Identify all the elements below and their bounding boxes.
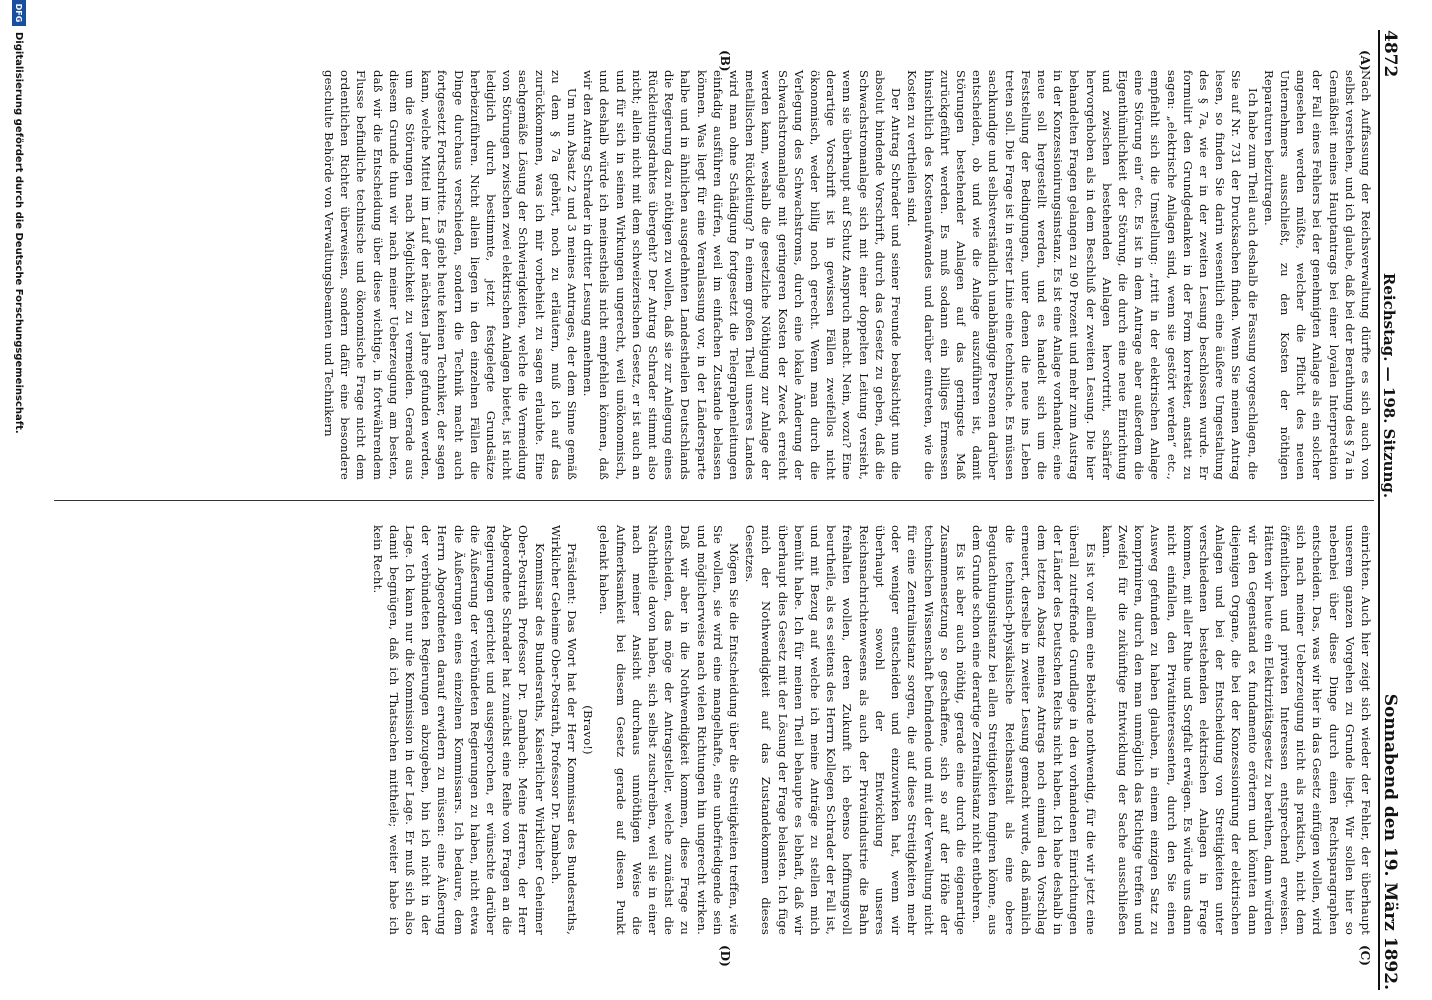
paragraph: Es ist aber auch nöthig, gerade eine durch die eigenartige Zusammensetzung so geschaffene, sich so auf der Höhe der technischen Wissenschaft befindende und mit der Verwaltung nicht für eine Zentralinstanz sorgen, die auf diese Streitigkeiten mehr oder weniger entscheiden und einzuwirken hat, wenn wir überhaupt sowohl der Entwicklung unseres Reichsnachrichtenwesens als auch der Privatindustrie die Bahn freihalten wollen, deren Zukunft ich ebenso hoffnungsvoll beurtheile, als es seitens des Herrn Kollegen Schrader der Fall ist, und mit Bezug auf welche ich meine Anträge zu stellen mich bemüht habe. Ich für meinen Theil behaupte es lebhaft, daß wir überhaupt dies Gesetz mit der Lösung der Frage belasten. Ich füge mich der Nothwendigkeit auf das Zustandekommen dieses Gesetzes. bbox=[743, 525, 968, 935]
column-divider bbox=[54, 500, 1374, 501]
applause-note: (Bravo!) bbox=[581, 705, 596, 755]
paragraph: Nach Auffassung der Reichsverwaltung dürfte es sich auch von selbst verstehen, und ich glaube, daß bei der Berathung des § 7a in Gemäßheit meines Hauptantrags bei einer loyalen Interpretation der Fall eines Fehlers bei der genehmigten Anlage als ein solcher angesehen werden müßte, welcher die Pflicht des neuen Unternehmers ausschließt, zu den Kosten der nöthigen Reparaturen beizutragen. bbox=[1261, 70, 1373, 480]
paragraph: Um nun Absatz 2 und 3 meines Antrages, der dem Sinne gemäß zu dem § 7a gehört, noch zu erläutern, muß ich auf das zurückkommen, was ich mir vorbehielt zu sagen erlaubte. Eine sachgemäße Lösung der Schwierigkeiten, welche die Vermeidung von Störungen zwischen zwei elektrischen Anlagen bietet, ist nicht lediglich durch bestimmte, jetzt festgelegte Grundsätze herbeizuführen. Nicht allein liegen in den einzelnen Fällen die Dinge durchaus verschieden, sondern die Technik macht auch fortgesetzt Fortschritte. Es giebt heute keinen Techniker, der sagen kann, welche Mittel im Lauf der nächsten Jahre gefunden werden, um die Störungen nach Möglichkeit zu vermeiden. Gerade aus diesem Grunde thun wir nach meiner Ueberzeugung am besten, daß wir die Entscheidung über diese wichtige, in fortwährendem Flusse befindliche technische und ökonomische Frage nicht dem ordentlichen Richter überweisen, sondern dafür eine besondere geschulte Behörde von Verwaltungsbeamten und Technikern bbox=[322, 70, 580, 480]
right-column bbox=[369, 525, 1374, 935]
page-date: Sonnabend den 19. März 1892. bbox=[1380, 693, 1400, 990]
footer bbox=[6, 0, 32, 970]
paragraph: Der Antrag Schrader und seiner Freunde beabsichtigt nun die absolut bindende Vorschrift, durch das Gesetz zu geben, daß die Schwachstromanlage sich mit einer doppelten Leitung versieht, wenn sie überhaupt auf Schutz Anspruch macht. Nein, wozu? Eine derartige Vorschrift ist in gewissen Fällen zweifellos nicht ökonomisch, weder billig noch gerecht. Wenn man durch die Verlegung des Schwachstroms, durch eine lokale Änderung der Schwachstromanlage mit geringeren Kosten der Zweck erreicht werden kann, weshalb die gesetzliche Nöthigung zur Anlage der metallischen Rückleitung? In einem großen Theil unseres Landes wird man ohne Schädigung fortgesetzt die Telegraphenleitungen einfadig ausführen dürfen, weil im einfachen Zustande belassen können. Was liegt für eine Veranlassung vor, in der Ländersparte halbe und in ähnlichen ausgedehnten Landestheilen Deutschlands die Regierung dazu nöthigen zu wollen, daß sie zur Anlegung eines Rückleitungsdrahtes übergeht? Der Antrag Schrader stimmt also nicht; allein nicht mit dem schweizerischen Gesetz, er ist auch an und für sich in seinen Wirkungen ungerecht, weil unökonomisch, und deshalb würde ich meinestheils nicht empfehlen können, daß wir den Antrag Schrader in dritter Lesung annehmen. bbox=[581, 70, 904, 480]
dfg-logo: DFG bbox=[12, 0, 26, 26]
paragraph: Mögen Sie die Entscheidung über die Streitigkeiten treffen, wie Sie wollen, sie wird eine mangelhafte, eine unbefriedigende sein und möglicherweise nach vielen Richtungen hin ungerecht wirken. Daß wir aber in die Nothwendigkeit kommen, diese Frage zu entscheiden, das möge der Antragsteller, welche zunächst die Nachtheile davon haben, sich selbst zuschreiben, weil sie in einer nach meiner Ansicht durchaus unnöthigen Weise die Aufmerksamkeit bei diesem Gesetz gerade auf diesen Punkt gelenkt haben. bbox=[597, 525, 742, 935]
margin-mark-a: (A) bbox=[1358, 50, 1372, 71]
page-number: 4872 bbox=[1380, 30, 1400, 78]
speaker-paragraph: Präsident: Das Wort hat der Herr Kommissar des Bundesraths, Wirklicher Geheime Ober-Postrath, Professor Dr. Dambach. bbox=[548, 525, 580, 935]
margin-mark-b: (B) bbox=[718, 50, 732, 72]
paragraph: Es ist vor allem eine Behörde nothwendig, für die wir jetzt eine überall zutreffende Grundlage in den vorhandenen Einrichtungen der Länder des Deutschen Reichs nicht haben. Ich habe deshalb in dem letzten Absatz meines Antrags noch einmal den Vorschlag erneuert, derselbe in zweiter Lesung gemacht wurde, daß nämlich die technisch-physikalische Reichsanstalt als eine obere Begutachtungsinstanz bei allen Streitigkeiten fungiren könne, aus dem Grunde schon eine derartige Zentralinstanz nicht entbehren. bbox=[970, 525, 1098, 935]
funding-note: Digitalisierung gefördert durch die Deutsche Forschungsgemeinschaft. bbox=[13, 32, 25, 434]
margin-mark-c: (C) bbox=[1358, 945, 1372, 966]
speaker-paragraph: Kommissar des Bundesraths, Kaiserlicher Wirklicher Geheimer Ober-Postrath Professor Dr. Dambach: Meine Herren, der Herr Abgeordnete Schrader hat zunächst eine Reihe von Fragen an die Regierungen gerichtet und ausgesprochen, er wünschte darüber die Äußerung der verbündeten Regierungen zu haben, nicht etwa die Äußerungen eines einzelnen Kommissars. Ich bedaure, dem Herrn Abgeordneten darauf erwidern zu müssen: eine Äußerung der verbündeten Regierungen abzugeben, bin ich nicht in der Lage. Ich kann nur die Kommission in der Lage. Er muß sich also damit begnügen, daß ich Thatsachen mittheile; weiter habe ich kein Recht. bbox=[370, 525, 547, 935]
paragraph: Ich habe zum Theil auch deshalb die Fassung vorgeschlagen, die Sie auf Nr. 731 der Drucksachen finden. Wenn Sie meinen Antrag lesen, so finden Sie darin wesentlich eine äußere Umgestaltung des § 7a, wie er in der zweiten Lesung beschlossen wurde. Er formulirt den Grundgedanken in der Form korrekter, anstatt zu sagen: „elektrische Anlagen sind, wenn sie gestört werden“ etc., empfiehlt sich die Umstellung: „tritt in der elektrischen Anlage eine Störung ein“ etc. Es ist in dem Antrage aber außerdem die Eigenthümlichkeit der Störung, die durch eine neue Einrichtung und zwischen bestehenden Anlagen hervortritt, schärfer hervorgehoben als in dem Beschluß der zweiten Lesung. Die hier behandelten Fragen gelangen zu 90 Prozent und mehr zum Austrag in der Konzessionirungsinstanz. Es ist eine Anlage vorhanden; eine neue soll hergestellt werden, und es handelt sich um die Feststellung der Bedingungen, unter denen die neue ins Leben treten soll. Die Frage ist in erster Linie eine technische. Es müssen sachkundige und selbstverständlich unabhängige Personen darüber entscheiden, ob und wie die Anlage auszuführen ist, damit Störungen bestehender Anlagen auf das geringste Maß zurückgeführt werden. Es muß sodann ein billiges Ermessen hinsichtlich des Kostenaufwandes und darüber eintreten, wie die Kosten zu vertheilen sind. bbox=[905, 70, 1260, 480]
margin-mark-d: (D) bbox=[718, 945, 732, 967]
paragraph: einrichten. Auch hier zeigt sich wieder der Fehler, der überhaupt unserem ganzen Vorgehen zu Grunde liegt. Wir sollen hier so nebenbei über diese Dinge durch einen Rechtsparagraphen entscheiden. Das, was wir hier in das Gesetz einfügen wollen, wird sich nach meiner Ueberzeugung nicht als praktisch, nicht dem öffentlichen und privaten Interessen entsprechend erweisen. Hätten wir heute ein Elektrizitätsgesetz zu berathen, dann würden wir den Gegenstand ex fundamento erörtern und könnten dann diejenigen Organe, die bei der Konzessionirung der elektrischen Anlagen und bei der Entscheidung von Streitigkeiten unter verschiedenen bestehenden elektrischen Anlagen in Frage kommen, mit aller Ruhe und Sorgfalt erwägen. Es würde uns dann nicht einfallen, den Privatinteressenten, durch den Sie einen Ausweg gefunden zu haben glauben, in einem einzigen Satz zu komprimiren, durch den man unmöglich das Richtige treffen und Zweifel für die zukünftige Entwicklung der Sache ausschließen kann. bbox=[1099, 525, 1373, 935]
left-column bbox=[321, 70, 1374, 480]
page-header bbox=[1378, 30, 1420, 990]
page-title: Reichstag. — 198. Sitzung. bbox=[1380, 272, 1398, 499]
